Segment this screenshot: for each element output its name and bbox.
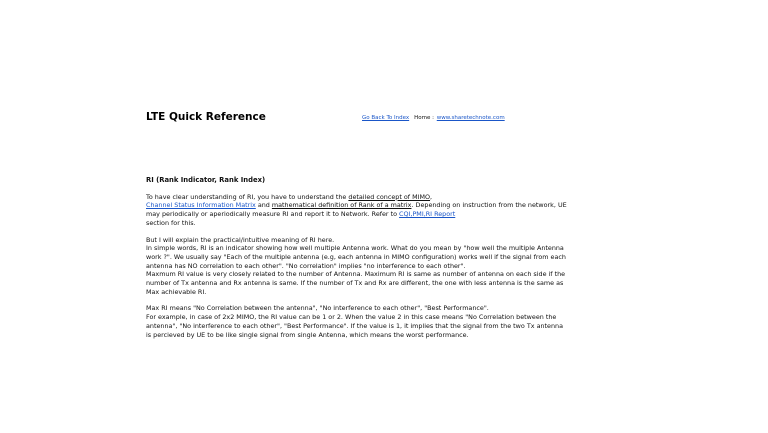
max-ri-line: For example, in case of 2x2 MIMO, the RI value can be 1 or 2. When the value 2 in this case means "No Correlation between the antenna", "No interference to each other", "Best Performance". If the value is 1, it implies that the signal from the two Tx antenna is percieved by UE to be like single signal from single Antenna, which means the worst performance. <box>146 313 563 339</box>
intro-text: To have clear understanding of RI, you have to understand the <box>146 192 349 201</box>
intro-text: and <box>255 201 272 210</box>
home-link[interactable]: www.sharetechnote.com <box>436 115 505 121</box>
home-label: Home : <box>414 115 434 121</box>
max-ri-paragraph <box>146 304 568 339</box>
intro-text: . Depending on instruction from the network, UE may periodically or aperiodically measure RI and report it to Network. Refer to <box>146 201 567 219</box>
intro-paragraph <box>146 193 568 228</box>
max-ri-line: Max RI means "No Correlation between the antenna", "No interference to each other", "Best Performance". <box>146 304 489 313</box>
page-header <box>146 110 566 126</box>
intro-text: section for this. <box>146 218 196 227</box>
practical-line: In simple words, RI is an indicator showing how well multiple Antenna work. What do you mean by "how well the multiple Antenna work ?". We usually say "Each of the multiple antenna (e.g, each antenna in MIMO configuration) works well if the signal from each antenna has NO correlation to each other". "No correlation" implies "no interference to each other". <box>146 244 566 270</box>
go-back-to-index-link[interactable]: Go Back To Index <box>362 115 410 121</box>
mimo-concept-link[interactable]: detailed concept of MIMO <box>348 192 431 201</box>
section-heading: RI (Rank Indicator, Rank Index) <box>146 176 266 184</box>
practical-line: But I will explain the practical/intuitive meaning of RI here. <box>146 235 335 244</box>
page-title: LTE Quick Reference <box>146 111 266 123</box>
intro-text: , <box>430 192 433 201</box>
practical-line: Maxmum RI value is very closely related to the number of Antenna. Maximum RI is same as number of antenna on each side if the number of Tx antenna and Rx antenna is same. If the number of Tx and Rx are different, the one with less antenna is the same as Max achievable RI. <box>146 270 566 296</box>
article-content <box>146 176 568 347</box>
csi-matrix-link[interactable]: Channel Status Information Matrix <box>146 201 256 210</box>
practical-paragraph <box>146 236 568 297</box>
nav-links <box>362 114 505 122</box>
cqi-pmi-ri-report-link[interactable]: CQI,PMI,RI Report <box>399 210 456 219</box>
rank-definition-link[interactable]: mathematical definition of Rank of a matrix <box>271 201 412 210</box>
